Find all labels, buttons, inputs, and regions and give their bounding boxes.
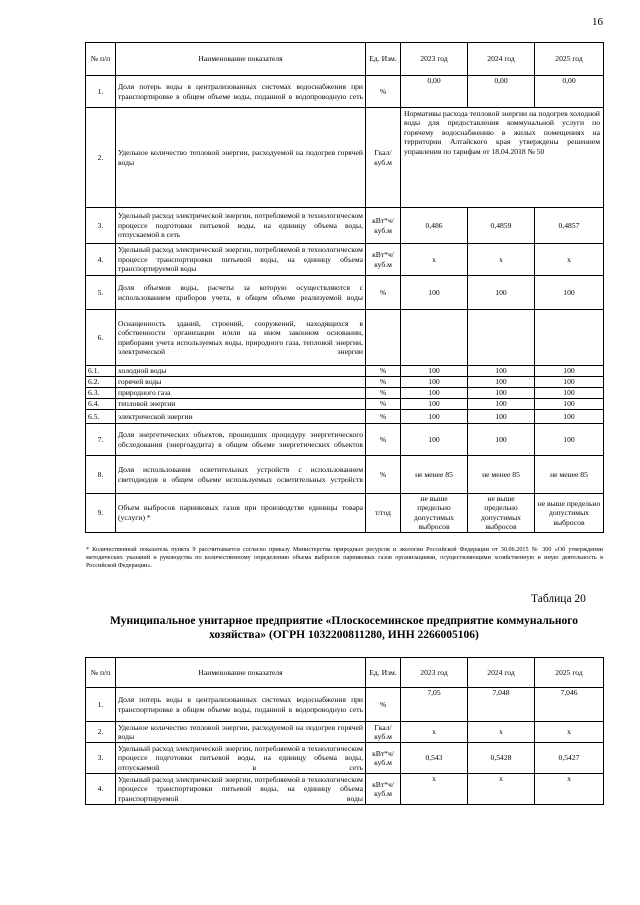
indicator-name: холодной воды	[116, 366, 366, 377]
unit-cell: %	[366, 399, 401, 410]
table-row	[86, 276, 604, 310]
indicators-table-2	[85, 657, 604, 805]
value-2023: не менее 85	[401, 456, 468, 494]
header-2023: 2023 год	[401, 43, 468, 76]
unit-cell: кВт*ч/ куб.м	[366, 244, 401, 276]
value-2025: 0,00	[535, 76, 604, 108]
value-2025: 100	[535, 366, 604, 377]
value-2024: 100	[468, 377, 535, 388]
unit-cell: %	[366, 688, 401, 722]
value-2024: 100	[468, 276, 535, 310]
table-row	[86, 208, 604, 244]
unit-cell: Гкал/ куб.м	[366, 108, 401, 208]
value-2024: 7,048	[468, 688, 535, 722]
indicator-name: Удельное количество тепловой энергии, расходуемой на подогрев горячей воды	[116, 108, 366, 208]
indicator-name: тепловой энергии	[116, 399, 366, 410]
value-2023: 100	[401, 410, 468, 424]
merged-norms-cell: Нормативы расхода тепловой энергии на подогрев холодной воды для предоставления коммунальной услуги по горячему водоснабжению в жилых помещениях на территории Алтайского края утверждены решением управления по тарифам от 18.04.2018 № 50	[401, 108, 604, 208]
unit-cell	[366, 310, 401, 366]
row-number: 6.2.	[86, 377, 116, 388]
indicator-name: горячей воды	[116, 377, 366, 388]
row-number: 8.	[86, 456, 116, 494]
row-number: 9.	[86, 494, 116, 533]
value-2025: 100	[535, 410, 604, 424]
unit-cell: %	[366, 366, 401, 377]
value-2025: 0,4857	[535, 208, 604, 244]
header-name: Наименование показателя	[116, 43, 366, 76]
unit-cell: %	[366, 388, 401, 399]
indicator-name: Доля потерь воды в централизованных системах водоснабжения при транспортировке в общем объеме воды, поданной в водопроводную сеть	[116, 688, 366, 722]
value-2025: х	[535, 244, 604, 276]
indicator-name: Удельный расход электрической энергии, потребляемой в технологическом процессе транспортировки питьевой воды, на единицу объема транспортируемой воды	[116, 774, 366, 805]
unit-cell: %	[366, 377, 401, 388]
indicator-name: Доля потерь воды в централизованных системах водоснабжения при транспортировке в общем объеме воды, поданной в водопроводную сеть	[116, 76, 366, 108]
value-2025	[535, 310, 604, 366]
table-row	[86, 743, 604, 774]
table-label: Таблица 20	[531, 593, 586, 605]
value-2023: х	[401, 774, 468, 805]
value-2025: 100	[535, 399, 604, 410]
table-row	[86, 310, 604, 366]
value-2023: 0,00	[401, 76, 468, 108]
indicator-name: Удельное количество тепловой энергии, расходуемой на подогрев горячей воды	[116, 722, 366, 743]
value-2024: 0,4859	[468, 208, 535, 244]
row-number: 3.	[86, 743, 116, 774]
value-2025: 100	[535, 424, 604, 456]
row-number: 3.	[86, 208, 116, 244]
value-2025: 100	[535, 388, 604, 399]
value-2025: не менее 85	[535, 456, 604, 494]
unit-cell: кВт*ч/ куб.м	[366, 743, 401, 774]
value-2023: 100	[401, 377, 468, 388]
value-2024: 0,5428	[468, 743, 535, 774]
row-number: 1.	[86, 688, 116, 722]
row-number: 4.	[86, 244, 116, 276]
table-row	[86, 688, 604, 722]
value-2024: не выше предельно допустимых выбросов	[468, 494, 535, 533]
indicator-name: электрической энергии	[116, 410, 366, 424]
value-2024: 0,00	[468, 76, 535, 108]
organization-title: Муниципальное унитарное предприятие «Плоскосеминское предприятие коммунального хозяйства» (ОГРН 1032200811280, ИНН 2266005106)	[110, 615, 578, 641]
value-2024: 100	[468, 399, 535, 410]
row-number: 6.4.	[86, 399, 116, 410]
table-row	[86, 377, 604, 388]
value-2025: 0,5427	[535, 743, 604, 774]
value-2024: 100	[468, 410, 535, 424]
value-2023: х	[401, 722, 468, 743]
value-2024: 100	[468, 366, 535, 377]
indicators-table-1	[85, 42, 604, 533]
table-row	[86, 494, 604, 533]
value-2023: 0,486	[401, 208, 468, 244]
value-2023: 0,543	[401, 743, 468, 774]
value-2023: 100	[401, 366, 468, 377]
row-number: 2.	[86, 108, 116, 208]
row-number: 1.	[86, 76, 116, 108]
row-number: 6.	[86, 310, 116, 366]
value-2023: не выше предельно допустимых выбросов	[401, 494, 468, 533]
header-2024: 2024 год	[468, 43, 535, 76]
page-number: 16	[592, 16, 603, 28]
header-num: № п/п	[86, 658, 116, 688]
table-row	[86, 244, 604, 276]
unit-cell: %	[366, 276, 401, 310]
header-2025: 2025 год	[535, 658, 604, 688]
value-2023: 100	[401, 388, 468, 399]
indicator-name: Объем выбросов парниковых газов при производстве единицы товара (услуги) *	[116, 494, 366, 533]
value-2023	[401, 310, 468, 366]
header-name: Наименование показателя	[116, 658, 366, 688]
value-2024: не менее 85	[468, 456, 535, 494]
indicator-name: Удельный расход электрической энергии, потребляемой в технологическом процессе подготовки питьевой воды, на единицу объема воды, отпускаемой в сеть	[116, 208, 366, 244]
row-number: 5.	[86, 276, 116, 310]
unit-cell: Гкал/ куб.м	[366, 722, 401, 743]
unit-cell: %	[366, 410, 401, 424]
value-2024: 100	[468, 388, 535, 399]
value-2023: 7,05	[401, 688, 468, 722]
row-number: 6.3.	[86, 388, 116, 399]
header-num: № п/п	[86, 43, 116, 76]
indicator-name: Доля объемов воды, расчеты за которую осуществляются с использованием приборов учета, в общем объеме реализуемой воды	[116, 276, 366, 310]
unit-cell: %	[366, 76, 401, 108]
unit-cell: кВт*ч/ куб.м	[366, 774, 401, 805]
value-2024	[468, 310, 535, 366]
value-2025: х	[535, 774, 604, 805]
value-2024: 100	[468, 424, 535, 456]
header-2024: 2024 год	[468, 658, 535, 688]
table-row	[86, 456, 604, 494]
unit-cell: %	[366, 424, 401, 456]
header-unit: Ед. Изм.	[366, 658, 401, 688]
row-number: 6.1.	[86, 366, 116, 377]
footnote: * Количественный показатель пункта 9 рассчитывается согласно приказу Министерства природных ресурсов и экологии Российской Федерации от 30.06.2015 № 300 «Об утверждении методических указаний и руководства по количественному определению объема выбросов парниковых газов организациями, осуществляющими хозяйственную и иную деятельность в Российской Федерации».	[86, 546, 603, 569]
unit-cell: %	[366, 456, 401, 494]
table-row	[86, 388, 604, 399]
value-2025: х	[535, 722, 604, 743]
row-number: 2.	[86, 722, 116, 743]
value-2023: 100	[401, 424, 468, 456]
header-2023: 2023 год	[401, 658, 468, 688]
value-2025: не выше предельно допустимых выбросов	[535, 494, 604, 533]
indicator-name: Удельный расход электрической энергии, потребляемой в технологическом процессе транспортировки питьевой воды, на единицу объема транспортируемой воды	[116, 244, 366, 276]
value-2024: х	[468, 774, 535, 805]
value-2025: 7,046	[535, 688, 604, 722]
table-row	[86, 722, 604, 743]
unit-cell: т/год	[366, 494, 401, 533]
indicator-name: Удельный расход электрической энергии, потребляемой в технологическом процессе подготовки питьевой воды, на единицу объема воды, отпускаемой в сеть	[116, 743, 366, 774]
value-2025: 100	[535, 377, 604, 388]
value-2023: 100	[401, 276, 468, 310]
value-2025: 100	[535, 276, 604, 310]
table-row	[86, 410, 604, 424]
table-row	[86, 108, 604, 208]
header-unit: Ед. Изм.	[366, 43, 401, 76]
indicator-name: природного газа	[116, 388, 366, 399]
indicator-name: Доля использования осветительных устройств с использованием светодиодов в общем объеме используемых осветительных устройств	[116, 456, 366, 494]
value-2024: х	[468, 244, 535, 276]
row-number: 6.5.	[86, 410, 116, 424]
value-2024: х	[468, 722, 535, 743]
indicator-name: Доля энергетических объектов, прошедших процедуру энергетического обследования (энергоаудита) в общем объеме энергетических объектов	[116, 424, 366, 456]
unit-cell: кВт*ч/ куб.м	[366, 208, 401, 244]
row-number: 7.	[86, 424, 116, 456]
table-row	[86, 399, 604, 410]
table-row	[86, 774, 604, 805]
value-2023: х	[401, 244, 468, 276]
value-2023: 100	[401, 399, 468, 410]
table-row	[86, 424, 604, 456]
table-row	[86, 366, 604, 377]
row-number: 4.	[86, 774, 116, 805]
header-2025: 2025 год	[535, 43, 604, 76]
table-row	[86, 76, 604, 108]
indicator-name: Оснащенность зданий, строений, сооружений, находящихся в собственности организации и/или на ином законном основании, приборами учета используемых воды, природного газа, тепловой энергии, электрической энергии	[116, 310, 366, 366]
